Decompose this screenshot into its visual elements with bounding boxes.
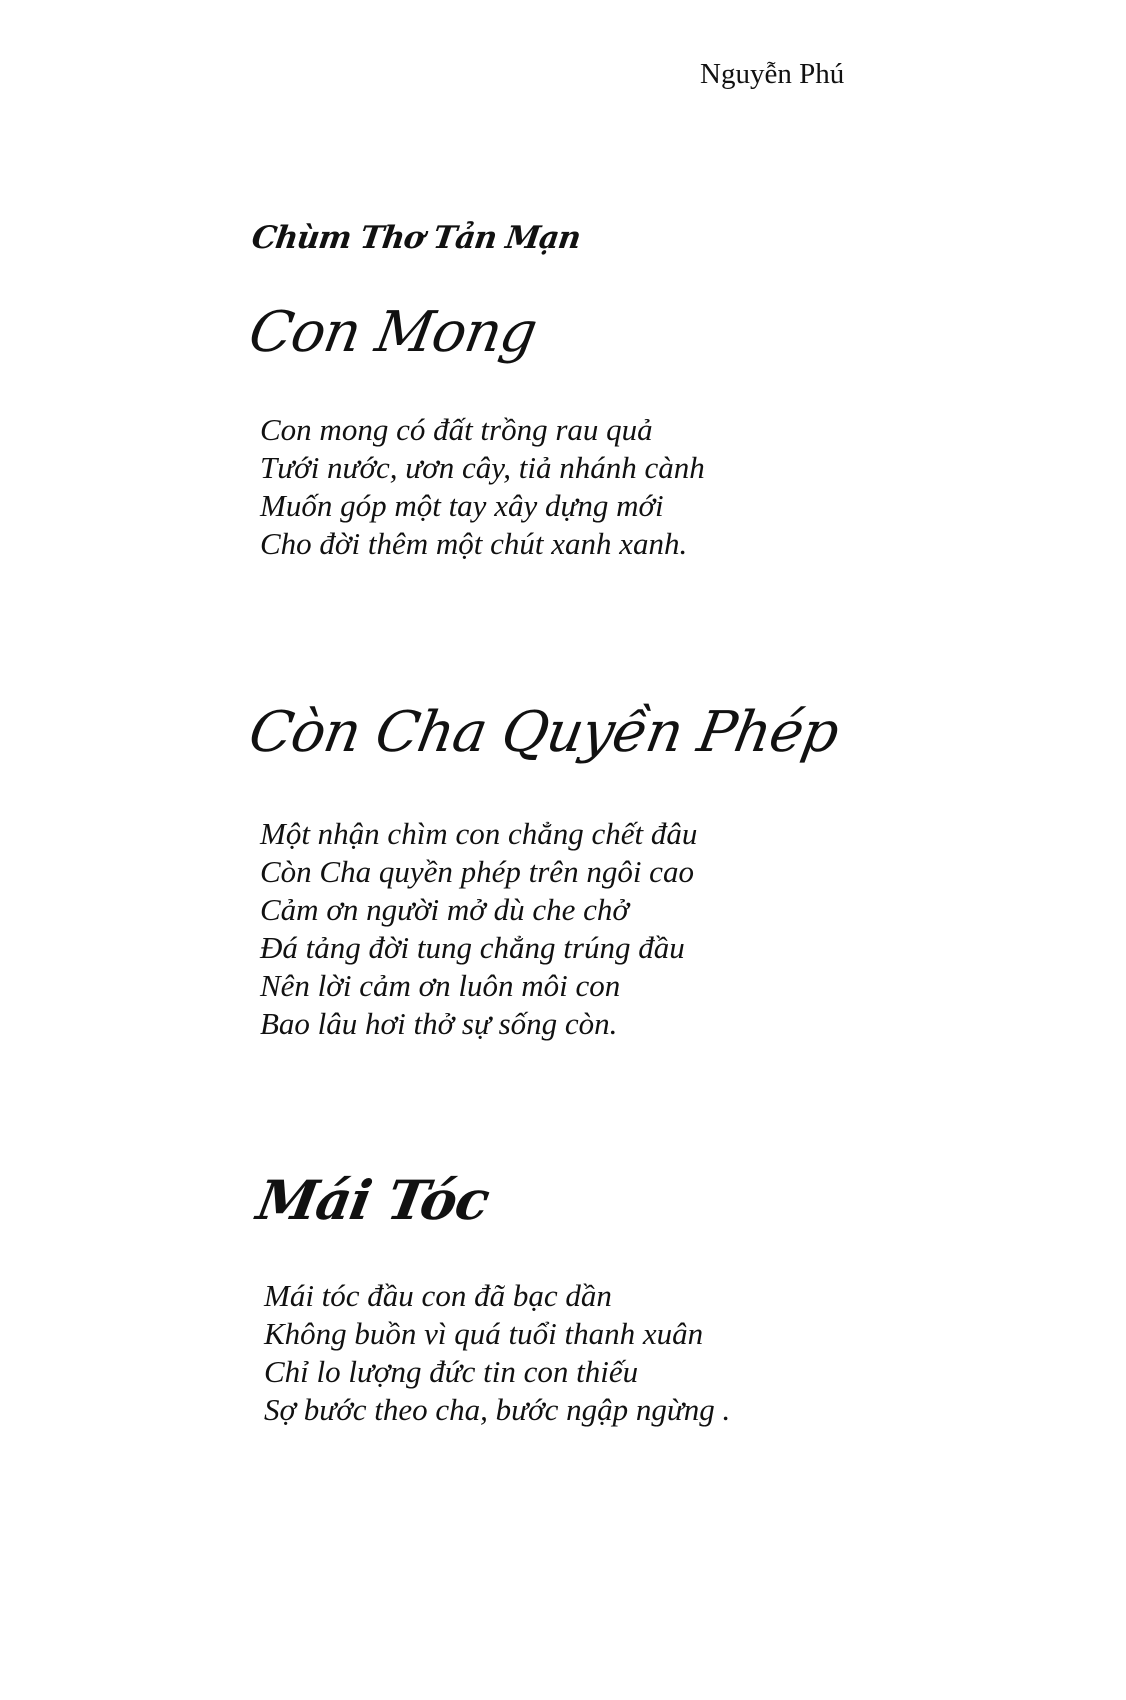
poem-line: Cho đời thêm một chút xanh xanh. (260, 526, 688, 561)
poem-stanza-con-mong (260, 411, 705, 563)
poem-line: Mái tóc đầu con đã bạc dần (264, 1278, 612, 1313)
poem-title-mai-toc: Mái Tóc (252, 1168, 494, 1232)
poem-line: Không buồn vì quá tuổi thanh xuân (264, 1316, 704, 1351)
poem-line: Con mong có đất trồng rau quả (260, 412, 653, 447)
poem-line: Chỉ lo lượng đức tin con thiếu (264, 1354, 639, 1389)
poem-line: Một nhận chìm con chẳng chết đâu (260, 816, 698, 851)
author-name: Nguyễn Phú (700, 58, 845, 90)
poem-line: Muốn góp một tay xây dựng mới (260, 488, 664, 523)
poem-stanza-con-cha-quyen-phep (260, 815, 697, 1043)
poem-line: Nên lời cảm ơn luôn môi con (260, 968, 621, 1003)
poem-stanza-mai-toc (264, 1277, 730, 1429)
poem-line: Cảm ơn người mở dù che chở (260, 892, 629, 927)
poem-line: Còn Cha quyền phép trên ngôi cao (260, 854, 694, 889)
poem-line: Tưới nước, ươn cây, tiả nhánh cành (260, 450, 705, 485)
poem-line: Sợ bước theo cha, bước ngập ngừng . (264, 1392, 731, 1427)
series-title: Chùm Thơ Tản Mạn (249, 220, 583, 256)
poem-title-con-mong: Con Mong (244, 300, 542, 365)
poem-title-con-cha-quyen-phep: Còn Cha Quyền Phép (244, 700, 843, 765)
poem-line: Đá tảng đời tung chẳng trúng đầu (260, 930, 685, 965)
poem-line: Bao lâu hơi thở sự sống còn. (260, 1006, 618, 1041)
